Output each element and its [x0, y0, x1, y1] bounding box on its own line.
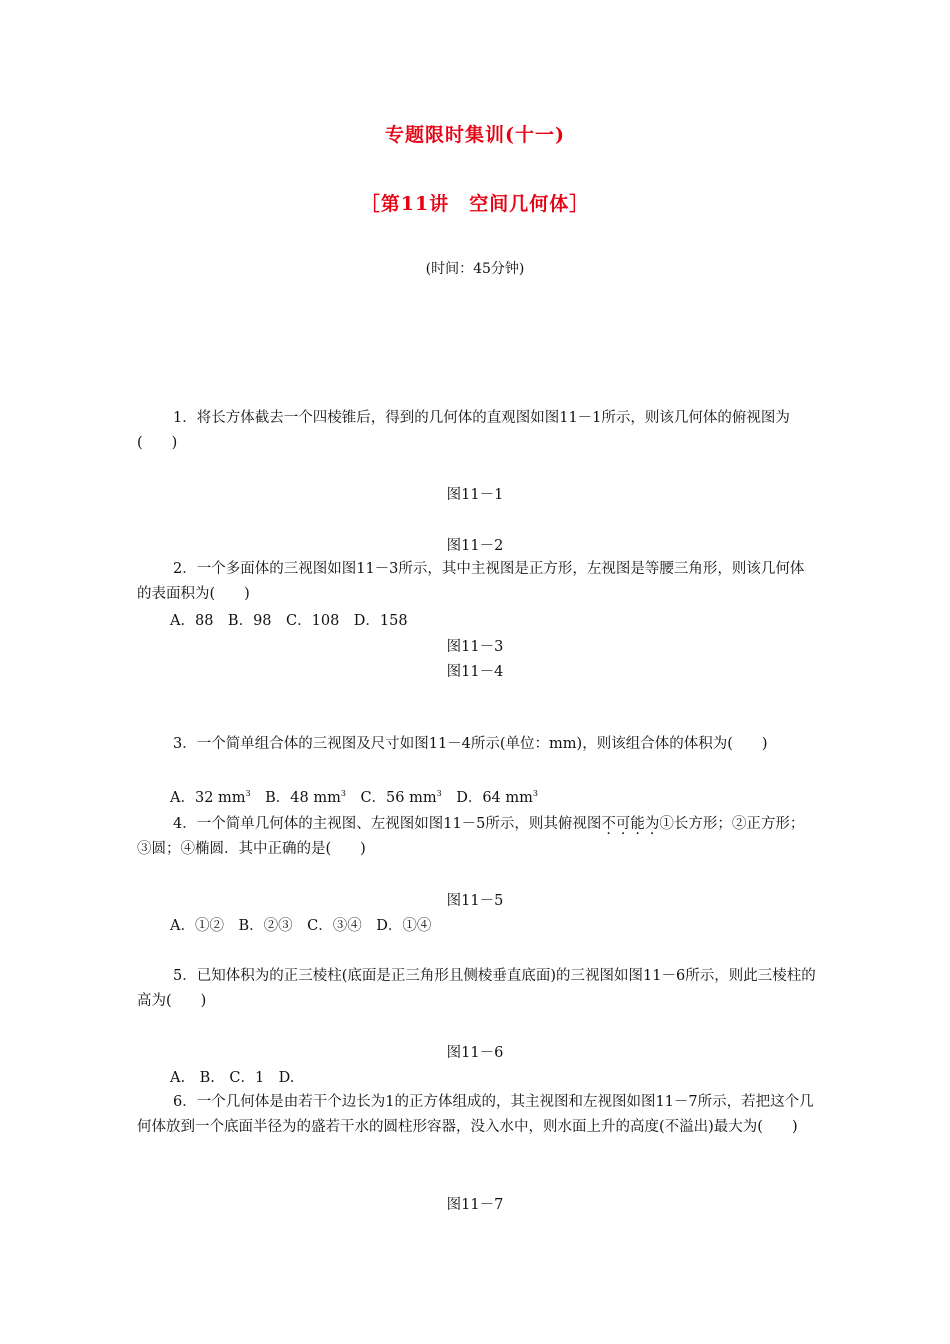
question-5-options: A. B. C．1 D.: [170, 1070, 295, 1086]
emphasis-char: 不: [601, 816, 616, 832]
question-5-stem: 5．已知体积为的正三棱柱(底面是正三角形且侧棱垂直底面)的三视图如图11－6所示，则此三棱柱的高为( ): [137, 968, 816, 1009]
question-1: [137, 406, 817, 456]
option-d: D．64 mm: [456, 790, 533, 806]
question-4-options: A．①② B．②③ C．③④ D．①④: [170, 918, 432, 934]
question-4: [137, 812, 817, 862]
question-6: [137, 1090, 817, 1140]
unit-exponent: 3: [532, 789, 538, 798]
question-3: [137, 732, 817, 757]
question-3-options: [170, 786, 538, 807]
figure-caption-11-1: 图11－1: [446, 487, 504, 503]
question-2-options: A．88 B．98 C．108 D．158: [170, 613, 408, 629]
option-c: C．56 mm: [360, 790, 437, 806]
question-1-stem: 1．将长方体截去一个四棱锥后，得到的几何体的直观图如图11－1所示，则该几何体的俯视图为( ): [137, 410, 790, 451]
option-b: B．48 mm: [265, 790, 341, 806]
figure-caption-11-3: 图11－3: [446, 639, 504, 655]
unit-exponent: 3: [436, 789, 442, 798]
emphasis-char: 可: [615, 816, 631, 832]
question-2-stem: 2．一个多面体的三视图如图11－3所示，其中主视图是正方形，左视图是等腰三角形，则该几何体的表面积为( ): [137, 561, 805, 602]
figure-caption-11-6: 图11－6: [446, 1045, 504, 1061]
emphasis-char: 能: [630, 816, 645, 832]
question-4-stem-part2: ①长方形；②正方形；③圆；④椭圆．其中正确的是( ): [137, 816, 805, 857]
figure-caption-11-2: 图11－2: [446, 538, 504, 554]
question-6-stem: 6．一个几何体是由若干个边长为1的正方体组成的，其主视图和左视图如图11－7所示，若把这个几何体放到一个底面半径为的盛若干水的圆柱形容器，没入水中，则水面上升的高度(不溢出)最大为( ): [137, 1094, 814, 1135]
question-4-stem-part1: 4．一个简单几何体的主视图、左视图如图11－5所示，则其俯视图: [173, 816, 602, 832]
figure-caption-11-4: 图11－4: [446, 664, 504, 680]
emphasis-char: 为: [644, 816, 660, 832]
question-2: [137, 557, 817, 607]
figure-caption-11-7: 图11－7: [446, 1197, 504, 1213]
time-limit: (时间：45分钟): [425, 261, 525, 277]
question-5: [137, 964, 817, 1014]
unit-exponent: 3: [245, 789, 251, 798]
figure-caption-11-5: 图11－5: [446, 893, 504, 909]
question-3-stem: 3．一个简单组合体的三视图及尺寸如图11－4所示(单位：mm)，则该组合体的体积为( ): [173, 736, 768, 752]
page-title: 专题限时集训(十一): [385, 124, 565, 146]
option-a: A．32 mm: [170, 790, 246, 806]
lecture-subtitle: ［第11讲 空间几何体］: [360, 193, 590, 215]
unit-exponent: 3: [340, 789, 346, 798]
